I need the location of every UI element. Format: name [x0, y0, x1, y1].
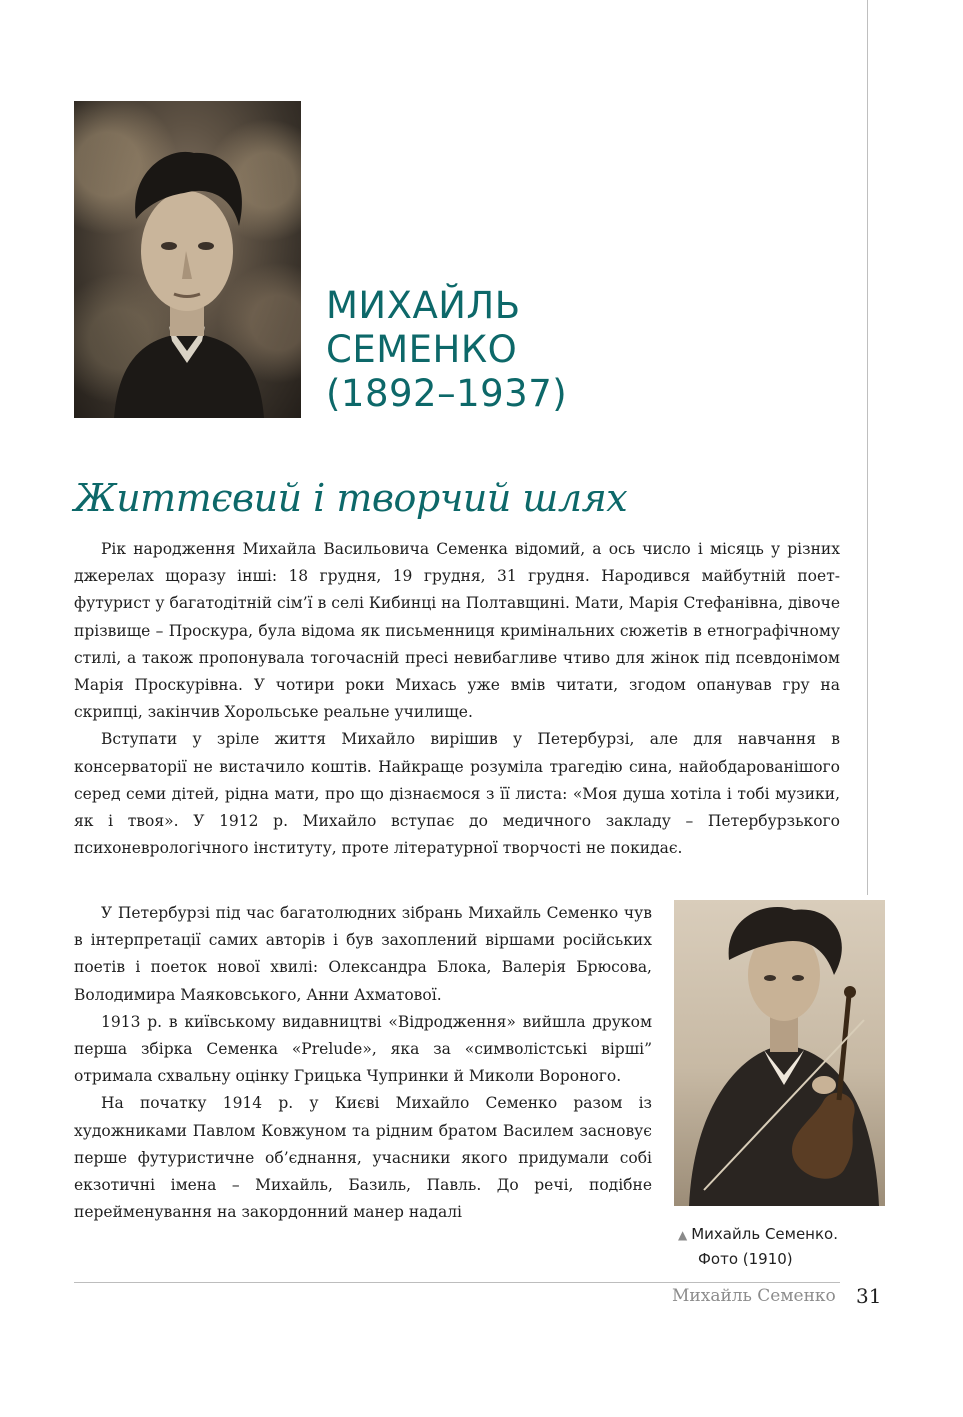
paragraph-2: Вступати у зріле життя Михайло вирішив у Петербурзі, але для навчання в консерваторії не вистачило коштів. Найкраще розуміла трагедію сина, найобдарованішого серед семи дітей, рідна мати, про що дізнаємося з її листа: «Моя душа хотіла і тобі музики, як і твоя». У 1912 р. Михайло вступає до медичного закладу – Петербурзького психоневрологічного інституту, проте літературної творчості не покидає. — [74, 730, 840, 858]
page-title — [326, 284, 567, 416]
portrait-photo — [74, 101, 301, 418]
body-text-narrow — [74, 900, 652, 1226]
triangle-up-icon: ▲ — [678, 1228, 688, 1242]
caption-line-1 — [678, 1222, 838, 1247]
paragraph-1: Рік народження Михайла Васильовича Семенка відомий, а ось число і місяць у різних джерелах щоразу інші: 18 грудня, 19 грудня, 31 грудня. Народився майбутній поет-футурист у багатодітній сім’ї в селі Кибинці на Полтавщині. Мати, Марія Стефанівна, дівоче прізвище – Проскура, була відома як письменниця кримінальних сюжетів в етнографічному стилі, а також пропонувала тогочасній пресі невибагливе чтиво для жінок під псевдонімом Марія Проскурівна. У чотири роки Михась уже вмів читати, згодом опанував гру на скрипці, закінчив Хорольське реальне училище. — [74, 540, 840, 722]
body-text-full — [74, 536, 840, 862]
side-rule — [867, 0, 868, 895]
violin-photo — [674, 900, 885, 1206]
paragraph-3: У Петербурзі під час багатолюдних зібрань Михайль Семенко чув в інтерпретації самих авторів і був захоплений віршами російських поетів і поеток нової хвилі: Олександра Блока, Валерія Брюсова, Володимира Маяковського, Анни Ахматової. — [74, 904, 652, 1004]
title-last-name: СЕМЕНКО — [326, 328, 518, 371]
section-heading: Життєвий і творчий шлях — [74, 476, 628, 520]
title-dates: (1892–1937) — [326, 372, 568, 415]
caption-text-1: Михайль Семенко. — [691, 1225, 838, 1243]
caption-line-2: Фото (1910) — [698, 1250, 793, 1268]
title-first-name: МИХАЙЛЬ — [326, 284, 521, 327]
footer-rule — [74, 1282, 840, 1283]
portrait-figure — [74, 101, 301, 418]
photo-caption — [678, 1222, 838, 1271]
paragraph-4: 1913 р. в київському видавництві «Відродження» вийшла друком перша збірка Семенка «Prelude», яка за «символістські вірші” отримала схвальну оцінку Грицька Чупринки й Миколи Вороного. — [74, 1012, 652, 1086]
running-title: Михайль Семенко — [672, 1286, 836, 1306]
page-number: 31 — [856, 1284, 882, 1308]
paragraph-5: На початку 1914 р. у Києві Михайло Семенко разом із художниками Павлом Ковжуном та рідним братом Василем засновує перше футуристичне об’єднання, учасники якого придумали собі екзотичні імена – Михайль, Базиль, Павль. До речі, подібне перейменування на закордонний манер надалі — [74, 1094, 652, 1222]
violin-figure — [674, 900, 885, 1206]
